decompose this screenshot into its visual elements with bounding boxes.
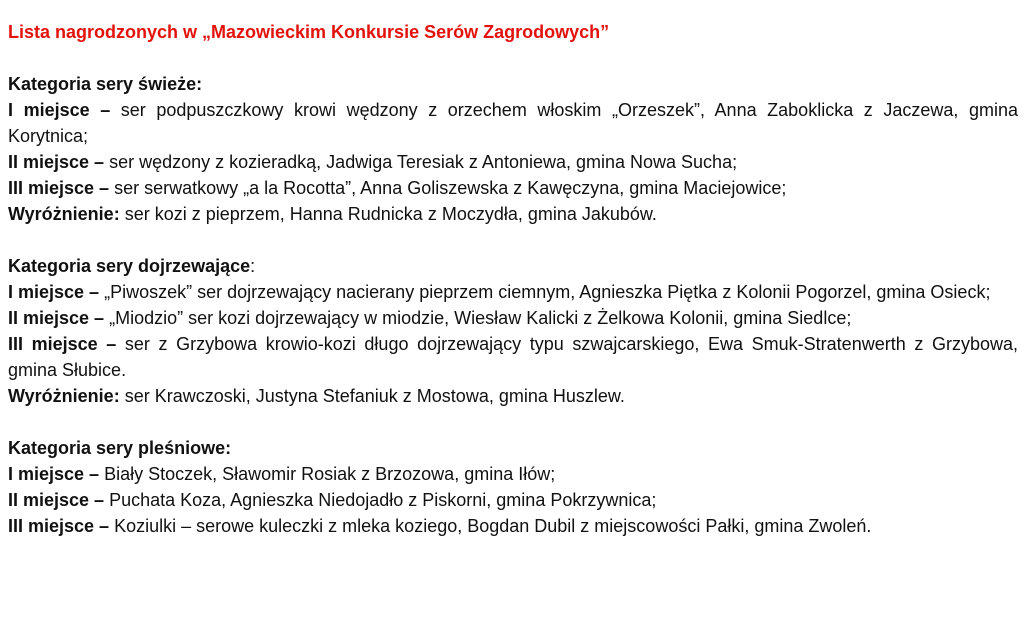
section-heading: [8, 71, 1018, 97]
award-text: ser Krawczoski, Justyna Stefaniuk z Mostowa, gmina Huszlew.: [119, 386, 625, 406]
award-entry: [8, 149, 1018, 175]
award-entry: [8, 461, 1018, 487]
blank-line: [8, 409, 1018, 435]
award-entry: [8, 305, 1018, 331]
blank-line: [8, 45, 1018, 71]
award-label: I miejsce –: [8, 282, 100, 302]
award-text: „Miodzio” ser kozi dojrzewający w miodzie, Wiesław Kalicki z Żelkowa Kolonii, gmina Siedlce;: [104, 308, 852, 328]
award-text: Koziulki – serowe kuleczki z mleka koziego, Bogdan Dubil z miejscowości Pałki, gmina Zwoleń.: [109, 516, 872, 536]
award-text: ser serwatkowy „a la Rocotta”, Anna Goliszewska z Kawęczyna, gmina Maciejowice;: [109, 178, 787, 198]
section-heading-text: Kategoria sery świeże:: [8, 74, 203, 94]
award-text: ser podpuszczkowy krowi wędzony z orzechem włoskim „Orzeszek”, Anna Zaboklicka z Jaczewa, gmina Korytnica;: [8, 100, 1018, 146]
award-label: I miejsce –: [8, 100, 111, 120]
award-label: I miejsce –: [8, 464, 100, 484]
award-label: III miejsce –: [8, 516, 110, 536]
award-text: ser kozi z pieprzem, Hanna Rudnicka z Moczydła, gmina Jakubów.: [119, 204, 657, 224]
award-entry: [8, 331, 1018, 383]
section-heading-text: Kategoria sery pleśniowe:: [8, 438, 232, 458]
award-label: Wyróżnienie:: [8, 204, 120, 224]
section-ripened-cheeses: [8, 253, 1018, 409]
award-entry: [8, 487, 1018, 513]
award-text: ser z Grzybowa krowio-kozi długo dojrzewający typu szwajcarskiego, Ewa Smuk-Stratenwerth z Grzybowa, gmina Słubice.: [8, 334, 1018, 380]
section-mould-cheeses: [8, 435, 1018, 539]
section-fresh-cheeses: [8, 71, 1018, 227]
award-text: Puchata Koza, Agnieszka Niedojadło z Piskorni, gmina Pokrzywnica;: [104, 490, 657, 510]
section-heading: [8, 253, 1018, 279]
award-label: II miejsce –: [8, 490, 105, 510]
award-entry: [8, 383, 1018, 409]
award-label: III miejsce –: [8, 178, 110, 198]
document-title: Lista nagrodzonych w „Mazowieckim Konkursie Serów Zagrodowych”: [8, 22, 610, 42]
award-label: II miejsce –: [8, 308, 105, 328]
award-text: „Piwoszek” ser dojrzewający nacierany pieprzem ciemnym, Agnieszka Piętka z Kolonii Pogorzel, gmina Osieck;: [99, 282, 991, 302]
section-heading: [8, 435, 1018, 461]
award-text: Biały Stoczek, Sławomir Rosiak z Brzozowa, gmina Iłów;: [99, 464, 556, 484]
award-label: III miejsce –: [8, 334, 117, 354]
blank-line: [8, 227, 1018, 253]
award-entry: [8, 513, 1018, 539]
award-label: Wyróżnienie:: [8, 386, 120, 406]
award-label: II miejsce –: [8, 152, 105, 172]
award-entry: [8, 97, 1018, 149]
section-heading-text: Kategoria sery dojrzewające: [8, 256, 251, 276]
award-entry: [8, 279, 1018, 305]
award-entry: [8, 201, 1018, 227]
award-text: ser wędzony z kozieradką, Jadwiga Teresiak z Antoniewa, gmina Nowa Sucha;: [104, 152, 738, 172]
section-heading-suffix: :: [250, 256, 256, 276]
award-entry: [8, 175, 1018, 201]
